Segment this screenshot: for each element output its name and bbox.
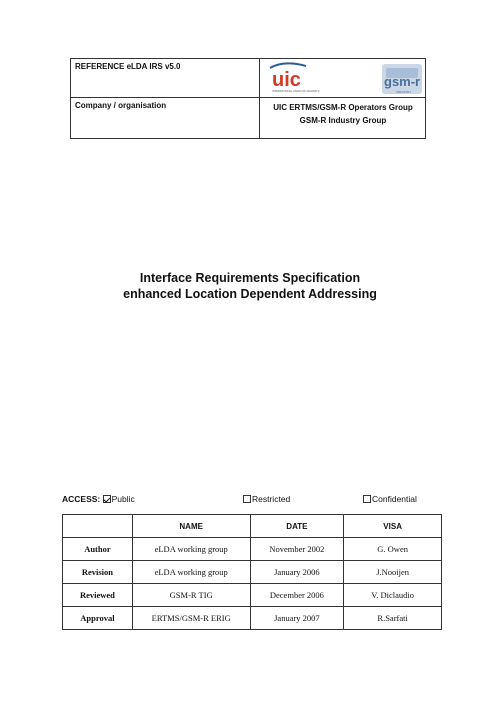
logos-svg xyxy=(266,62,426,96)
name-cell: eLDA working group xyxy=(132,561,250,584)
public-label: Public xyxy=(111,494,135,504)
header-cell-name: NAME xyxy=(132,515,250,538)
confidential-checkbox-icon[interactable] xyxy=(363,495,371,503)
table-row xyxy=(63,607,442,630)
company-label: Company / organisation xyxy=(75,101,167,110)
visa-cell: R.Sarfati xyxy=(344,607,442,630)
name-cell: ERTMS/GSM-R ERIG xyxy=(132,607,250,630)
confidential-label: Confidential xyxy=(372,494,417,504)
table-row xyxy=(63,561,442,584)
date-cell: November 2002 xyxy=(250,538,344,561)
table-row xyxy=(63,538,442,561)
name-cell: eLDA working group xyxy=(132,538,250,561)
industry-group: GSM-R Industry Group xyxy=(299,116,387,125)
visa-cell: V. Diclaudio xyxy=(344,584,442,607)
role-cell: Author xyxy=(63,538,133,561)
approval-table xyxy=(62,514,442,630)
gsmr-logo xyxy=(382,64,422,94)
visa-cell: G. Owen xyxy=(344,538,442,561)
title-line-1: Interface Requirements Specification xyxy=(139,271,361,285)
uic-logo-text: uic xyxy=(272,69,301,91)
document-title xyxy=(0,270,500,302)
date-cell: December 2006 xyxy=(250,584,344,607)
access-label: ACCESS: xyxy=(62,494,101,504)
approval-table-header-row xyxy=(63,515,442,538)
document-header-table xyxy=(70,58,426,139)
gsmr-logo-subtext: INDUSTRY xyxy=(396,90,412,94)
date-cell: January 2006 xyxy=(250,561,344,584)
table-row xyxy=(63,584,442,607)
uic-logo-subtext: INTERNATIONAL UNION OF RAILWAYS xyxy=(272,90,320,93)
gsmr-logo-text: gsm-r xyxy=(384,74,421,89)
organisation-groups xyxy=(260,101,426,127)
role-cell: Reviewed xyxy=(63,584,133,607)
date-cell: January 2007 xyxy=(250,607,344,630)
role-cell: Approval xyxy=(63,607,133,630)
access-confidential xyxy=(363,494,417,504)
header-cell-visa: VISA xyxy=(344,515,442,538)
header-cell-empty xyxy=(63,515,133,538)
name-cell: GSM-R TIG xyxy=(132,584,250,607)
public-checkbox-icon[interactable] xyxy=(103,495,111,503)
access-restricted xyxy=(243,494,290,504)
restricted-label: Restricted xyxy=(252,494,291,504)
header-cell-date: DATE xyxy=(250,515,344,538)
document-reference: REFERENCE eLDA IRS v5.0 xyxy=(75,62,181,71)
logo-area xyxy=(266,62,426,96)
restricted-checkbox-icon[interactable] xyxy=(243,495,251,503)
operators-group: UIC ERTMS/GSM-R Operators Group xyxy=(273,103,413,112)
visa-cell: J.Nooijen xyxy=(344,561,442,584)
access-public xyxy=(62,494,135,504)
role-cell: Revision xyxy=(63,561,133,584)
header-divider-horizontal xyxy=(71,97,425,98)
title-line-2: enhanced Location Dependent Addressing xyxy=(123,287,377,301)
uic-logo xyxy=(270,63,320,93)
